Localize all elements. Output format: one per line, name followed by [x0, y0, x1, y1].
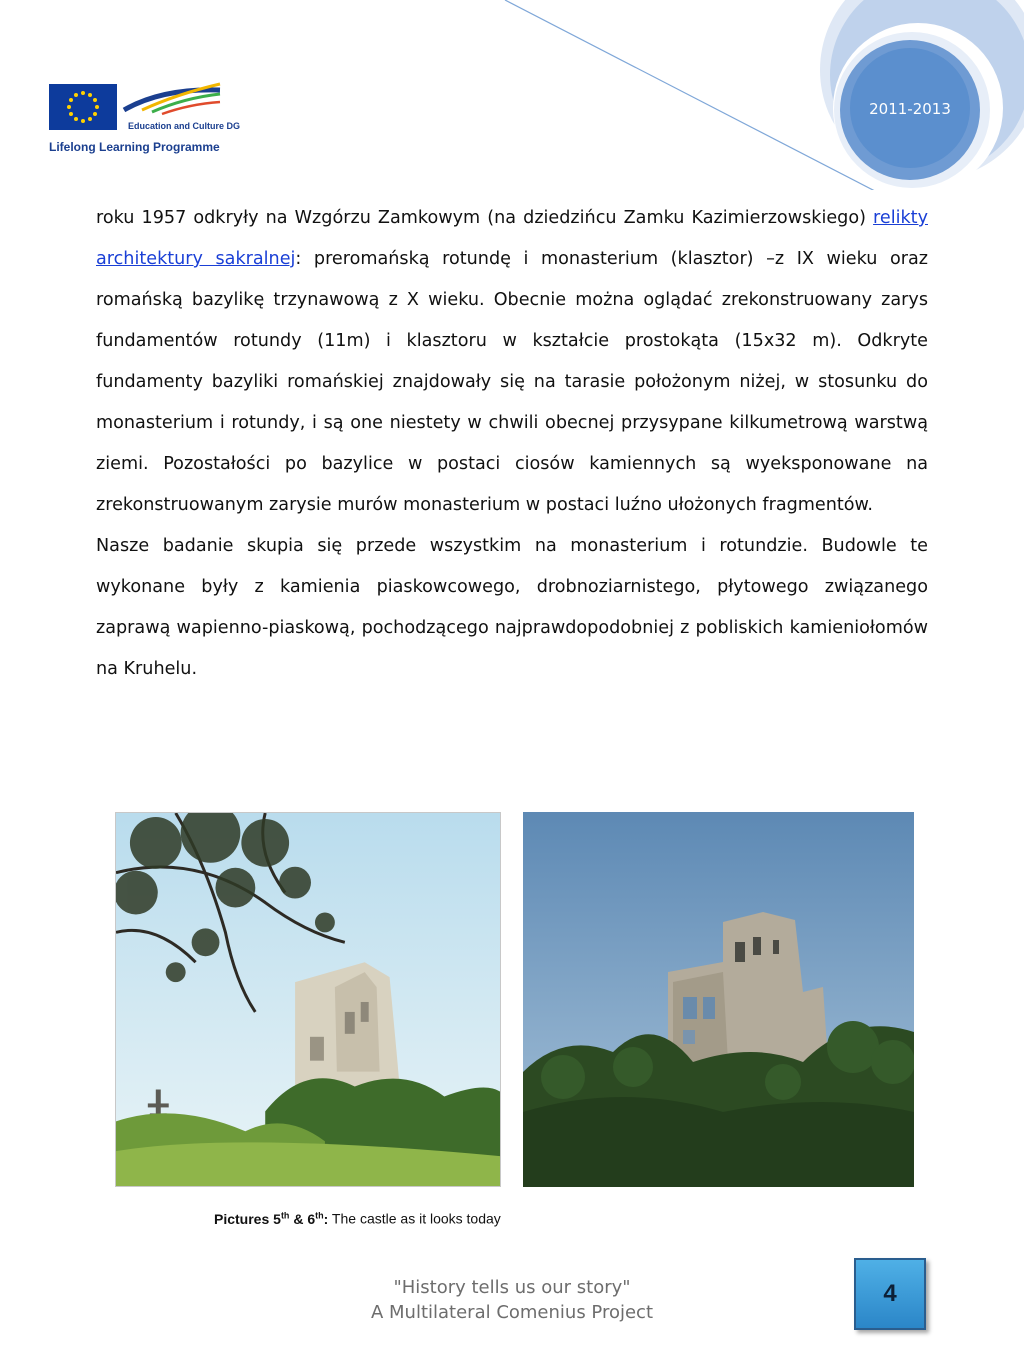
caption-sup-a: th [280, 1210, 290, 1220]
caption-label-b: & 6 [289, 1210, 316, 1227]
paragraph-2: Nasze badanie skupia się przede wszystkim na monasterium i rotundzie. Budowle te wykonane były z kamienia piaskowcowego, drobnoziarnistego, płytowego związanego zaprawą wapienno-piaskową, pochodzącego najprawdopodobniej z pobliskich kamieniołomów na Kruhelu. [96, 536, 928, 679]
castle-photo-6 [523, 812, 914, 1187]
castle-photo-5 [115, 812, 501, 1187]
paragraph-1 [96, 198, 928, 526]
caption-label-a: Pictures 5 [214, 1210, 281, 1227]
eu-flag-icon [49, 84, 117, 130]
footer-project-title: "History tells us our story" [393, 1277, 631, 1298]
llp-swoosh-icon [122, 80, 222, 120]
paragraph-1-rest: : preromańską rotundę i monasterium (klasztor) –z IX wieku oraz romańską bazylikę trzynawową z X wieku. Obecnie można oglądać zrekonstruowany zarys fundamentów rotundy (11m) i klasztoru w kształcie prostokąta (15x32 m). Odkryte fundamenty bazyliki romańskiej znajdowały się na tarasie położonym niżej, w stosunku do monasterium i rotundy, i są one niestety w chwili obecnej przysypane kilkumetrową warstwą ziemi. Pozostałości po bazylice w postaci ciosów kamiennych są wyeksponowane na zrekonstruowanym zarysie murów monasterium w postaci luźno ułożonych fragmentów. [96, 249, 928, 515]
caption-label-c: : [323, 1210, 329, 1227]
article-body [96, 198, 928, 690]
page-number: 4 [854, 1258, 926, 1330]
caption-sup-b: th [315, 1210, 324, 1220]
dg-label: Education and Culture DG [128, 121, 241, 131]
paragraph-1-start: roku 1957 odkryły na Wzgórzu Zamkowym (na dziedzińcu Zamku Kazimierzowskiego) [96, 208, 874, 228]
photo-caption [214, 1210, 501, 1227]
project-years: 2011-2013 [869, 100, 951, 118]
caption-text: The castle as it looks today [328, 1210, 501, 1227]
programme-label: Lifelong Learning Programme [49, 140, 220, 154]
sacral-architecture-link[interactable]: relikty architektury sakralnej [96, 208, 928, 269]
page-footer [312, 1275, 712, 1325]
footer-project-subtitle: A Multilateral Comenius Project [370, 1302, 654, 1323]
